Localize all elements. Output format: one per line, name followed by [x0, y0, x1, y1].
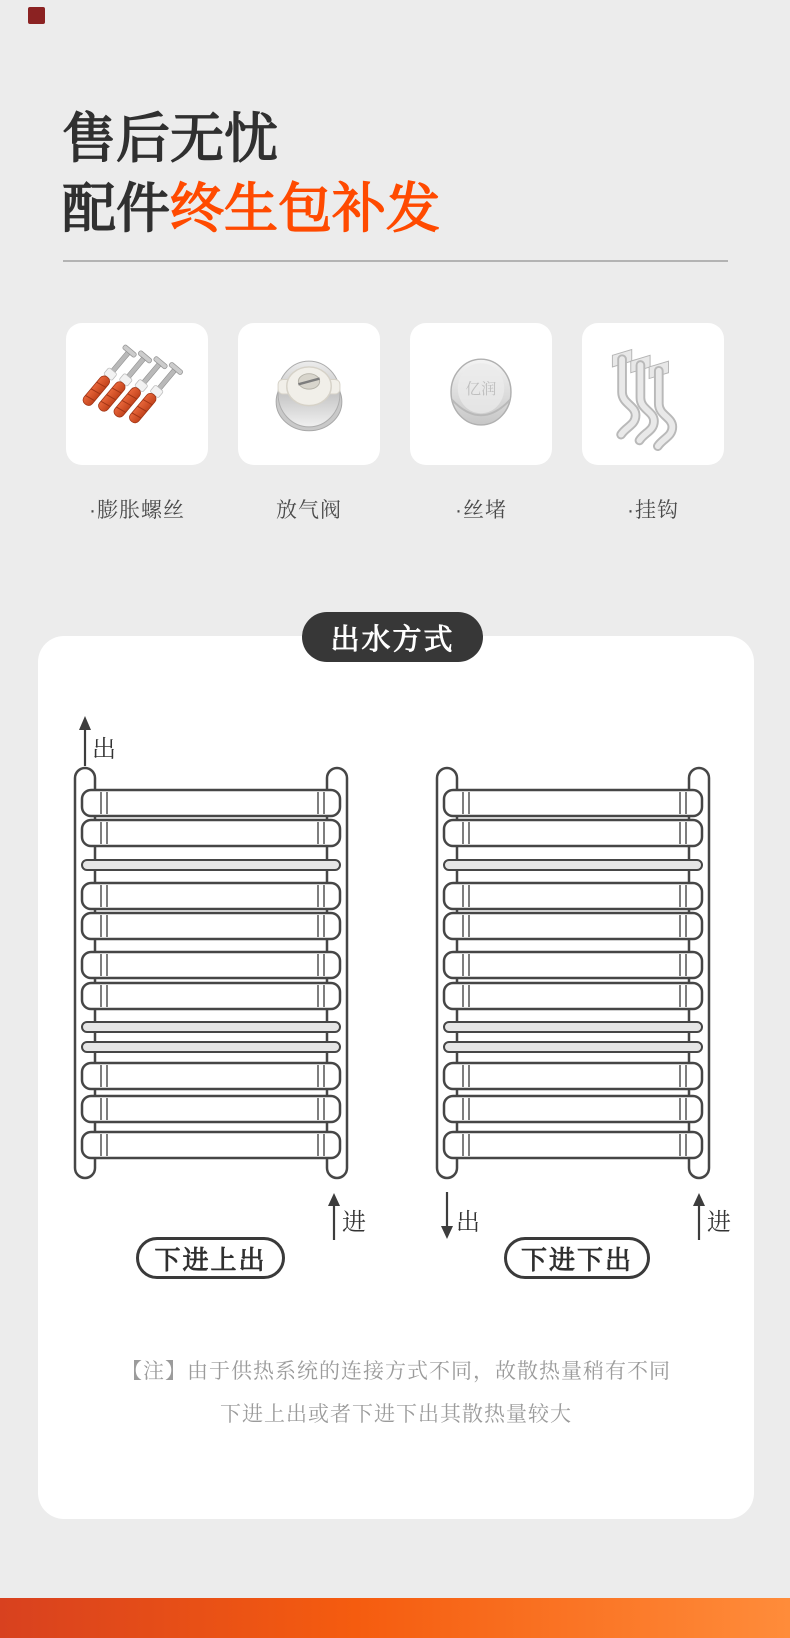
part-card-hooks: [582, 323, 724, 465]
divider: [63, 260, 728, 262]
note-line2: 下进上出或者下进下出其散热量较大: [220, 1403, 572, 1426]
part-card-air-valve: [238, 323, 380, 465]
pipe-plug-icon: [423, 336, 539, 452]
brand-marker: [28, 7, 45, 24]
page-title-line2-orange: 终生包补发: [170, 179, 440, 239]
air-release-valve-icon: [251, 336, 367, 452]
footer-gradient-bar: [0, 1598, 790, 1638]
parts-row: [66, 323, 724, 465]
caption-bottom-in-bottom-out: 下进下出: [504, 1237, 650, 1279]
caption-bottom-in-top-out: 下进上出: [136, 1237, 285, 1279]
page-title-line2: [62, 166, 440, 243]
page-title-line2-dark: 配件: [62, 179, 170, 239]
radiator-diagram-left: [66, 712, 356, 1182]
left-diagram-in-label: 进: [342, 1209, 366, 1236]
section-badge: 出水方式: [302, 612, 483, 662]
hooks-icon: [595, 336, 711, 452]
radiator-diagram-right: [428, 712, 718, 1182]
expansion-screws-icon: [79, 336, 195, 452]
note-line1: 【注】由于供热系统的连接方式不同，故散热量稍有不同: [121, 1360, 671, 1383]
part-card-expansion-screws: [66, 323, 208, 465]
part-label-air-valve: 放气阀: [276, 499, 342, 522]
page-title-line1: 售后无忧: [62, 109, 278, 169]
plug-brand-mark: 亿润: [465, 381, 497, 398]
part-label-expansion-screws: ·膨胀螺丝: [89, 499, 185, 522]
part-card-pipe-plug: [410, 323, 552, 465]
left-diagram-out-label: 出: [92, 736, 116, 763]
part-label-pipe-plug: ·丝堵: [455, 499, 507, 522]
right-diagram-in-label: 进: [707, 1209, 731, 1236]
part-label-hooks: ·挂钩: [627, 499, 679, 522]
right-diagram-out-label: 出: [456, 1209, 480, 1236]
